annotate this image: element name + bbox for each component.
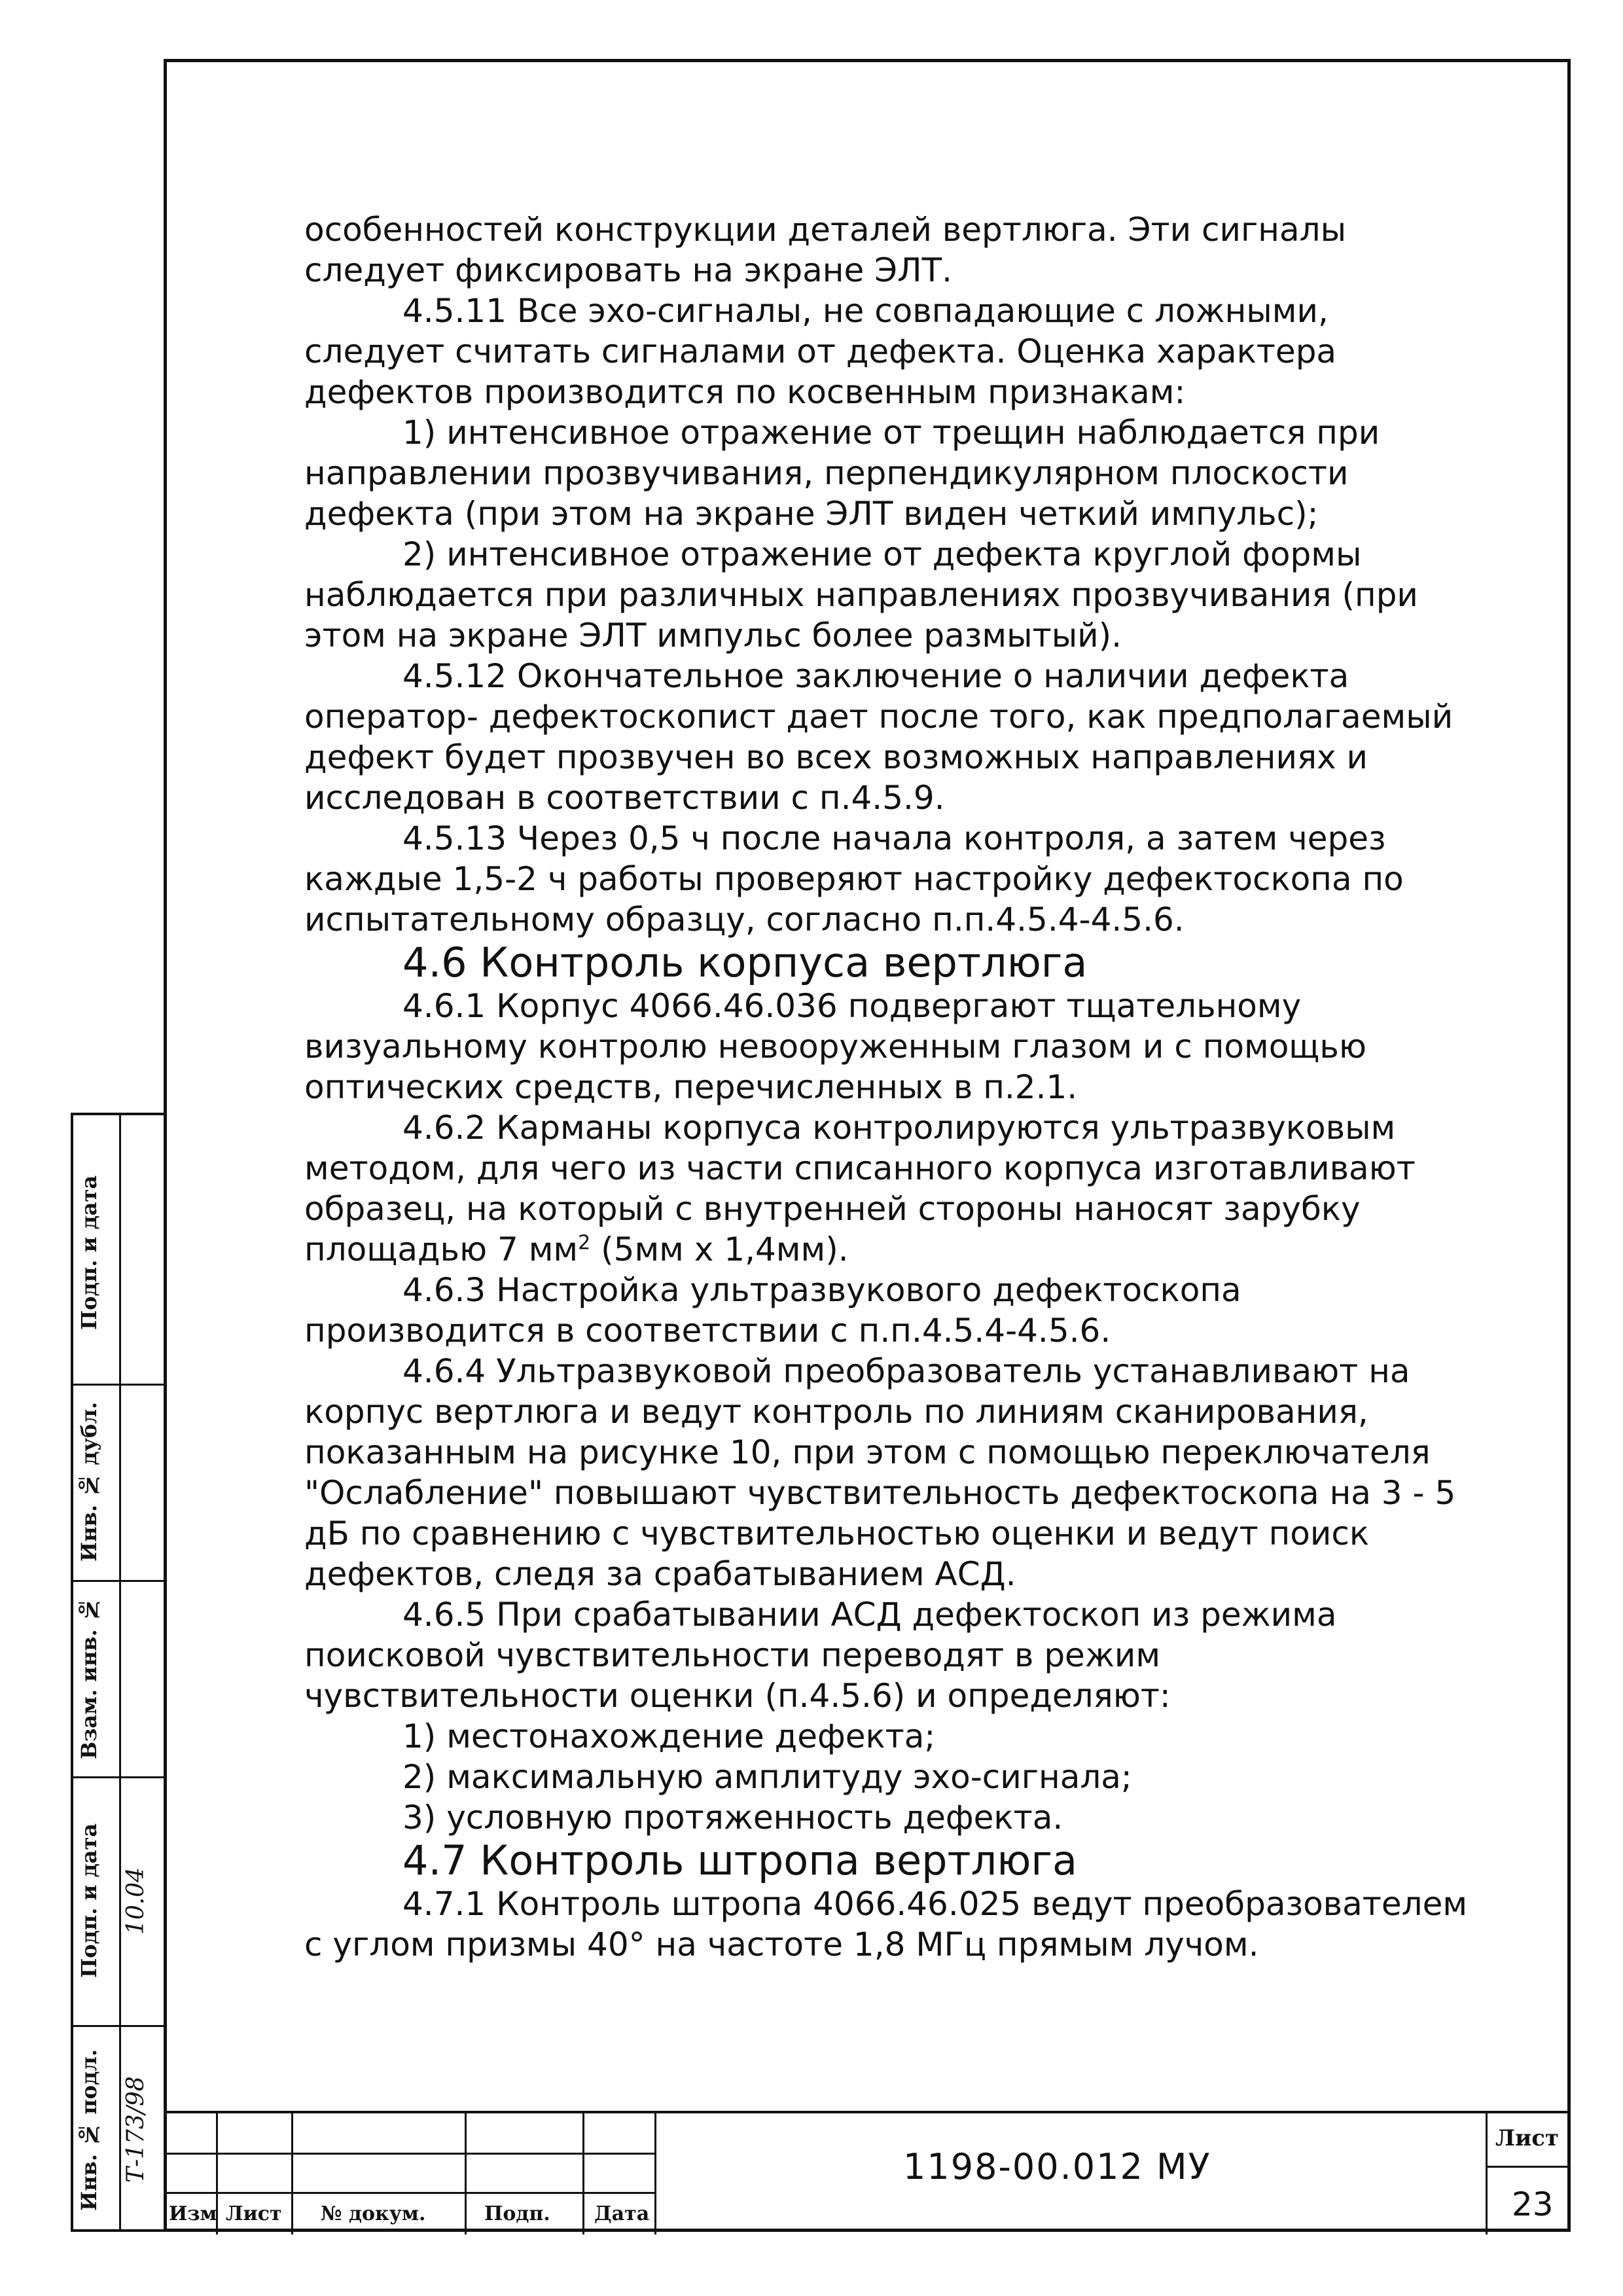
body-text	[304, 209, 1469, 1965]
paragraph: 4.6.5 При срабатывании АСД дефектоскоп из режима поисковой чувствительности переводят в режим чувствительности оценки (п.4.5.6) и определяют:	[304, 1596, 1337, 1715]
side-stamp-row-line	[73, 2025, 166, 2027]
paragraph-text: 4.6.2 Карманы корпуса контролируются ультразвуковым методом, для чего из части списанного корпуса изготавливают образец, на который с внутренней стороны наносят зарубку площадью 7 мм	[304, 1109, 1416, 1268]
stamp-row-line	[164, 2153, 654, 2155]
handwritten-inv-number: Т-173/98	[122, 2076, 149, 2183]
col-signature: Подп.	[484, 2202, 550, 2225]
stamp-col-line	[654, 2113, 656, 2234]
handwritten-date: 10.04	[122, 1867, 149, 1935]
label-vzam-inv: Взам. инв. №	[77, 1597, 101, 1759]
paragraph: 4.5.11 Все эхо-сигналы, не совпадающие с ложными, следует считать сигналами от дефекта. Оценка характера дефектов производится по косвенным признакам:	[304, 292, 1337, 411]
col-doc-number: № докум.	[321, 2202, 426, 2225]
list-item: 3) условную протяженность дефекта.	[402, 1799, 1063, 1837]
stamp-col-line	[291, 2113, 293, 2234]
label-podp-data: Подп. и дата	[77, 1823, 101, 1979]
stamp-sheet-divider	[1486, 2166, 1571, 2168]
paragraph: 4.6.4 Ультразвуковой преобразователь устанавливают на корпус вертлюга и ведут контроль по линиям сканирования, показанным на рисунке 10, при этом с помощью переключателя "Ослабление" повышают чувствительность дефектоскопа на 3 - 5 дБ по сравнению с чувствительностью оценки и ведут поиск дефектов, следя за срабатыванием АСД.	[304, 1352, 1456, 1593]
stamp-col-line	[465, 2113, 467, 2234]
paragraph: 1) интенсивное отражение от трещин наблюдается при направлении прозвучивания, перпендикулярном плоскости дефекта (при этом на экране ЭЛТ виден четкий импульс);	[304, 414, 1380, 533]
paragraph: 4.6.3 Настройка ультразвукового дефектоскопа производится в соответствии с п.п.4.5.4-4.5.6.	[304, 1271, 1241, 1350]
label-inv-dubl: Инв. № дубл.	[77, 1401, 101, 1562]
paragraph: особенностей конструкции деталей вертлюга. Эти сигналы следует фиксировать на экране ЭЛТ.	[304, 211, 1347, 289]
col-list: Лист	[226, 2202, 282, 2225]
paragraph: 4.5.13 Через 0,5 ч после начала контроля, а затем через каждые 1,5-2 ч работы проверяют настройку дефектоскопа по испытательному образцу, согласно п.п.4.5.4-4.5.6.	[304, 819, 1404, 939]
paragraph-text: (5мм х 1,4мм).	[590, 1230, 849, 1268]
stamp-row-line	[164, 2192, 654, 2194]
stamp-col-line	[582, 2113, 584, 2234]
list-item: 2) максимальную амплитуду эхо-сигнала;	[402, 1758, 1132, 1796]
paragraph	[304, 1107, 1469, 1270]
title-block	[164, 2111, 1571, 2234]
side-stamp-row-line	[73, 1776, 166, 1778]
paragraph: 4.5.12 Окончательное заключение о наличии дефекта оператор- дефектоскопист дает после того, как предполагаемый дефект будет прозвучен во всех возможных направлениях и исследован в соответствии с п.4.5.9.	[304, 657, 1454, 817]
sheet-label: Лист	[1495, 2125, 1560, 2151]
col-date: Дата	[594, 2202, 650, 2225]
paragraph: 2) интенсивное отражение от дефекта круглой формы наблюдается при различных направлениях прозвучивания (при этом на экране ЭЛТ импульс более размытый).	[304, 535, 1418, 655]
side-stamp	[71, 1113, 164, 2232]
stamp-col-line	[1486, 2113, 1488, 2234]
list-item: 1) местонахождение дефекта;	[402, 1717, 936, 1755]
side-stamp-row-line	[73, 1580, 166, 1582]
label-podp-data: Подп. и дата	[77, 1175, 101, 1331]
section-heading: 4.6 Контроль корпуса вертлюга	[402, 939, 1088, 986]
section-heading: 4.7 Контроль штропа вертлюга	[402, 1837, 1077, 1884]
side-stamp-row-line	[73, 1384, 166, 1386]
label-inv-podl: Инв. № подл.	[77, 2049, 101, 2211]
paragraph: 4.7.1 Контроль штропа 4066.46.025 ведут преобразователем с углом призмы 40° на частоте 1,8 МГц прямым лучом.	[304, 1885, 1468, 1964]
document-number: 1198-00.012 МУ	[903, 2146, 1211, 2187]
sheet-number: 23	[1512, 2185, 1554, 2223]
paragraph: 4.6.1 Корпус 4066.46.036 подвергают тщательному визуальному контролю невооруженным глазом и с помощью оптических средств, перечисленных в п.2.1.	[304, 987, 1366, 1106]
col-izm: Изм	[169, 2202, 217, 2225]
superscript: 2	[578, 1231, 591, 1255]
